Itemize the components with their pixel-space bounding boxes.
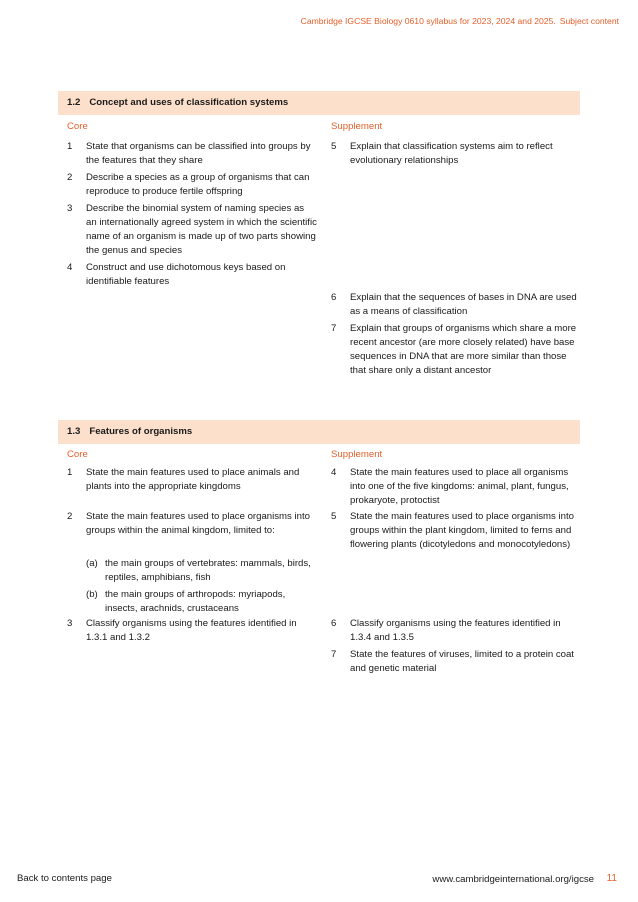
objective-number: 3: [67, 618, 73, 629]
core-objective: [67, 140, 317, 168]
objective-text: State the main features used to place organisms into groups within the animal kingdom, limited to:: [86, 511, 310, 536]
objective-text: State the main features used to place animals and plants into the appropriate kingdoms: [86, 467, 300, 492]
website-link[interactable]: www.cambridgeinternational.org/igcse: [432, 874, 594, 885]
core-objective: [67, 171, 317, 199]
supplement-objective: [331, 617, 579, 645]
section-number: 1.3: [67, 426, 81, 437]
core-objective: [67, 261, 317, 289]
sub-objective-label: (a): [86, 558, 98, 569]
objective-text: State the features of viruses, limited to a protein coat and genetic material: [350, 649, 574, 674]
objective-number: 2: [67, 172, 73, 183]
objective-text: Construct and use dichotomous keys based on identifiable features: [86, 262, 286, 287]
objective-text: State the main features used to place all organisms into one of the five kingdoms: animal, plant, fungus, prokaryote, protoctist: [350, 467, 569, 506]
objective-text: Describe the binomial system of naming species as an internationally agreed system in which the scientific name of an organism is made up of two parts showing the genus and species: [86, 203, 317, 256]
objective-number: 6: [331, 618, 337, 629]
back-to-contents-link[interactable]: Back to contents page: [17, 873, 112, 884]
objective-text: Classify organisms using the features identified in 1.3.4 and 1.3.5: [350, 618, 561, 643]
objective-text: State the main features used to place organisms into groups within the plant kingdom, limited to ferns and flowering plants (dicotyledons and monocotyledons): [350, 511, 574, 550]
section-number: 1.2: [67, 97, 81, 108]
supplement-column-heading: Supplement: [331, 449, 383, 460]
supplement-objective: [331, 291, 579, 319]
objective-number: 4: [331, 467, 337, 478]
sub-objective-label: (b): [86, 589, 98, 600]
objective-text: Describe a species as a group of organisms that can reproduce to produce fertile offspring: [86, 172, 310, 197]
objective-text: Explain that classification systems aim to reflect evolutionary relationships: [350, 141, 553, 166]
section-title: Concept and uses of classification systems: [89, 97, 289, 108]
objective-number: 6: [331, 292, 337, 303]
supplement-objective: [331, 322, 579, 378]
objective-number: 1: [67, 467, 73, 478]
page-number: 11: [606, 873, 617, 884]
core-objective: [67, 202, 317, 258]
objective-number: 5: [331, 141, 337, 152]
sub-objective-text: the main groups of vertebrates: mammals, birds, reptiles, amphibians, fish: [105, 558, 311, 583]
header-section: Subject content: [559, 16, 619, 26]
header-title: Cambridge IGCSE Biology 0610 syllabus for 2023, 2024 and 2025.: [300, 16, 556, 26]
running-header: [301, 16, 619, 26]
objective-number: 7: [331, 649, 337, 660]
core-column-heading: Core: [67, 449, 88, 460]
objective-number: 1: [67, 141, 73, 152]
core-column-heading: Core: [67, 121, 88, 132]
objective-text: State that organisms can be classified into groups by the features that they share: [86, 141, 311, 166]
sub-objective-text: the main groups of arthropods: myriapods, insects, arachnids, crustaceans: [105, 589, 286, 614]
section-heading-1-2: [58, 91, 580, 115]
supplement-objective: [331, 466, 579, 508]
objective-number: 4: [67, 262, 73, 273]
core-objective: [67, 510, 317, 538]
section-heading-1-3: [58, 420, 580, 444]
core-objective: [67, 617, 317, 645]
core-sub-objective: [86, 557, 317, 585]
supplement-column-heading: Supplement: [331, 121, 383, 132]
objective-number: 2: [67, 511, 73, 522]
objective-number: 5: [331, 511, 337, 522]
objective-number: 7: [331, 323, 337, 334]
core-sub-objective: [86, 588, 317, 616]
supplement-objective: [331, 648, 579, 676]
objective-text: Explain that the sequences of bases in DNA are used as a means of classification: [350, 292, 577, 317]
section-title: Features of organisms: [89, 426, 193, 437]
objective-number: 3: [67, 203, 73, 214]
supplement-objective: [331, 140, 579, 168]
core-objective: [67, 466, 317, 494]
supplement-objective: [331, 510, 579, 552]
objective-text: Explain that groups of organisms which share a more recent ancestor (are more closely related) have base sequences in DNA that are more similar than those that share only a distant ancestor: [350, 323, 577, 376]
objective-text: Classify organisms using the features identified in 1.3.1 and 1.3.2: [86, 618, 297, 643]
